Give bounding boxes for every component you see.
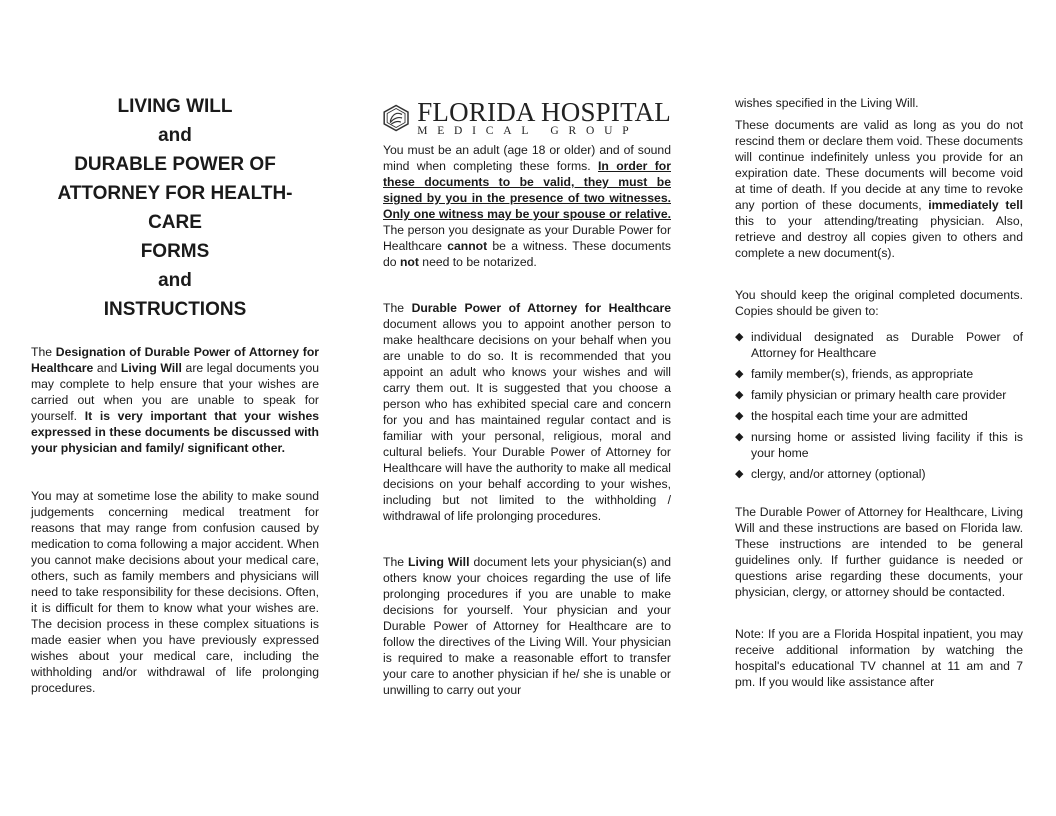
logo-name: FLORIDA HOSPITAL	[417, 97, 671, 127]
list-item: ◆ family member(s), friends, as appropriate	[735, 367, 974, 381]
text-run: this to your attending/treating physician. Also, retrieve and destroy all copies given to others and complete a new document(s).	[735, 214, 1023, 260]
diamond-bullet-icon: ◆	[735, 431, 744, 443]
right-panel	[735, 0, 1023, 690]
text-run: The	[31, 345, 56, 359]
title-line: and	[158, 270, 192, 291]
document-title	[31, 92, 319, 324]
title-line: and	[158, 125, 192, 146]
text-run: need to be notarized.	[418, 255, 537, 269]
text-run: The	[383, 301, 412, 315]
title-line: FORMS	[140, 241, 210, 262]
list-item: ◆ nursing home or assisted living facility if this is your home	[735, 430, 1023, 460]
durable-power-paragraph	[383, 300, 671, 524]
inpatient-note-paragraph: Note: If you are a Florida Hospital inpatient, you may receive additional information by watching the hospital's educational TV channel at 11 am and 7 pm. If you would like assistance after	[735, 627, 1023, 689]
bold-text: immediately tell	[928, 198, 1023, 212]
eligibility-paragraph	[383, 142, 671, 270]
title-line: CARE	[148, 212, 202, 233]
title-line: DURABLE POWER OF	[74, 154, 276, 175]
text-run: The person you designate as your Durable Power for Healthcare	[383, 223, 671, 253]
copies-paragraph: You should keep the original completed documents. Copies should be given to:	[735, 288, 1023, 318]
diamond-bullet-icon: ◆	[735, 410, 744, 422]
title-line: LIVING WILL	[117, 96, 233, 117]
text-run: You must be an adult (age 18 or older) and of sound mind when completing these forms.	[383, 143, 671, 173]
logo-wordmark	[417, 98, 671, 137]
copies-list	[735, 329, 1023, 482]
text-run: are legal documents you may complete to help ensure that your wishes are carried out when you are unable to speak for yourself.	[31, 361, 319, 423]
text-run: be a witness. These documents do	[383, 239, 671, 269]
diamond-bullet-icon: ◆	[735, 468, 744, 480]
bold-text: Living Will	[408, 555, 470, 569]
title-line: INSTRUCTIONS	[103, 299, 247, 320]
bold-text: Living Will	[120, 361, 182, 375]
list-item: ◆ clergy, and/or attorney (optional)	[735, 467, 926, 481]
living-will-paragraph	[383, 554, 671, 698]
continuation-line: wishes specified in the Living Will.	[735, 96, 919, 110]
bold-text: Designation of Durable Power of Attorney for Healthcare	[31, 345, 320, 375]
florida-hospital-logo	[383, 96, 671, 142]
logo-subtitle: MEDICAL GROUP	[417, 125, 639, 137]
diamond-bullet-icon: ◆	[735, 368, 744, 380]
left-panel	[31, 0, 319, 696]
list-item: ◆ individual designated as Durable Power of Attorney for Healthcare	[735, 330, 1023, 360]
underlined-bold-text: In order for these documents to be valid, they must be signed by you in the presence of two witnesses. Only one witness may be your spouse or relative.	[383, 159, 671, 221]
list-item: ◆ family physician or primary health care provider	[735, 388, 1007, 402]
intro-paragraph	[31, 344, 319, 456]
text-run: document allows you to appoint another person to make healthcare decisions on your behalf when you are unable to do so. It is recommended that you appoint an adult who knows your wishes and will carry them out. It is suggested that you choose a person who has exhibited special care and concern for you and has maintained regular contact and is familiar with your personal, religious, moral and cultural beliefs. Your Durable Power of Attorney for Healthcare will have the authority to make all medical decisions on your behalf according to your wishes, including but not limited to the withholding / withdrawal of life prolonging procedures.	[383, 317, 671, 523]
diamond-bullet-icon: ◆	[735, 389, 744, 401]
bold-text: not	[399, 255, 419, 269]
center-panel	[383, 0, 671, 698]
diamond-bullet-icon: ◆	[735, 331, 744, 343]
logo-emblem-icon	[383, 96, 409, 140]
title-line: ATTORNEY FOR HEALTH-	[57, 183, 293, 204]
text-run: These documents are valid as long as you do not rescind them or declare them void. These documents will continue indefinitely unless you provide for an expiration date. These documents will become void at time of death. If you decide at any time to revoke any portion of these documents,	[735, 118, 1023, 212]
bold-text: cannot	[447, 239, 488, 253]
background-paragraph: You may at sometime lose the ability to make sound judgements concerning medical treatment for reasons that may range from confusion caused by medication to coma following a major accident. When you cannot make decisions about your medical care, others, such as family members and physicians will need to take responsibility for these decisions. Often, it is difficult for them to know what your wishes are. The decision process in these complex situations is made easier when you have previously expressed wishes about your medical care, including the withholding and/or withdrawal of life prolonging procedures.	[31, 489, 319, 695]
text-run: document lets your physician(s) and others know your choices regarding the use of life prolonging procedures if you are unable to make decisions for yourself. Your physician and your Durable Power of Attorney for Healthcare are to follow the directives of the Living Will. Your physician is required to make a reasonable effort to transfer your care to another physician if he/ she is unable or unwilling to carry out your	[383, 555, 672, 697]
list-item: ◆ the hospital each time your are admitted	[735, 409, 968, 423]
validity-paragraph	[735, 117, 1023, 261]
text-run: The	[383, 555, 409, 569]
text-run: and	[93, 361, 121, 375]
legal-basis-paragraph: The Durable Power of Attorney for Healthcare, Living Will and these instructions are based on Florida law. These instructions are intended to be general guidelines only. If further guidance is needed or questions arise regarding these documents, your physician, clergy, or attorney should be contacted.	[735, 505, 1023, 599]
bold-text: It is very important that your wishes expressed in these documents be discussed with your physician and family/ significant other.	[31, 409, 320, 455]
bold-text: Durable Power of Attorney for Healthcare	[411, 301, 672, 315]
